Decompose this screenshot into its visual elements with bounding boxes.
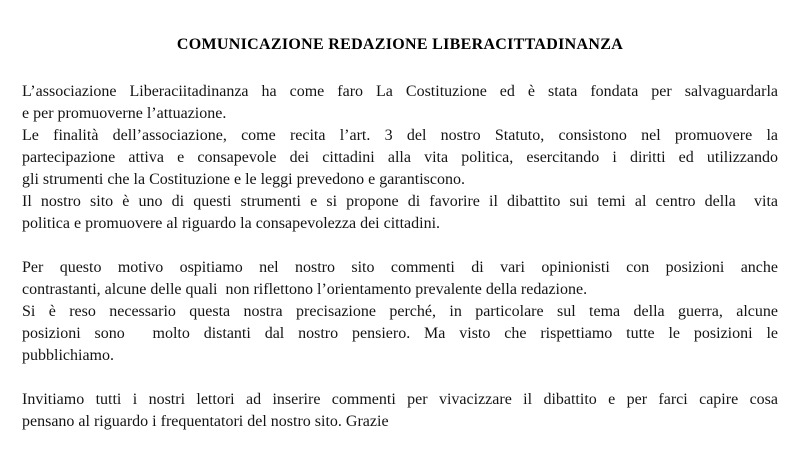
text-line: e per promuoverne l’attuazione. — [22, 105, 227, 122]
text-line: pubblichiamo. — [22, 347, 114, 364]
document-title: COMUNICAZIONE REDAZIONE LIBERACITTADINANZA — [176, 36, 624, 53]
text-line: Per questo motivo ospitiamo nel nostro sito commenti di vari opinionisti con posizioni anche — [22, 259, 778, 276]
text-line: L’associazione Liberaciitadinanza ha come faro La Costituzione ed è stata fondata per salvaguardarla — [22, 83, 778, 100]
text-line: politica e promuovere al riguardo la consapevolezza dei cittadini. — [22, 215, 441, 232]
text-line: contrastanti, alcune delle quali non riflettono l’orientamento prevalente della redazione. — [22, 281, 588, 298]
blank-line — [22, 367, 778, 389]
document-body — [0, 81, 800, 433]
text-line: gli strumenti che la Costituzione e le leggi prevedono e garantiscono. — [22, 171, 465, 188]
text-line: partecipazione attiva e consapevole dei cittadini alla vita politica, esercitando i diritti ed utilizzando — [22, 149, 778, 166]
text-line: Il nostro sito è uno di questi strumenti e si propone di favorire il dibattito sui temi al centro della vita — [22, 193, 778, 210]
text-line: Si è reso necessario questa nostra precisazione perché, in particolare sul tema della guerra, alcune — [22, 303, 778, 320]
text-line: pensano al riguardo i frequentatori del nostro sito. Grazie — [22, 413, 389, 430]
text-line: Le finalità dell’associazione, come recita l’art. 3 del nostro Statuto, consistono nel promuovere la — [22, 127, 778, 144]
text-line: Invitiamo tutti i nostri lettori ad inserire commenti per vivacizzare il dibattito e per farci capire cosa — [22, 391, 778, 408]
blank-line — [22, 235, 778, 257]
text-line: posizioni sono molto distanti dal nostro pensiero. Ma visto che rispettiamo tutte le posizioni le — [22, 325, 778, 342]
